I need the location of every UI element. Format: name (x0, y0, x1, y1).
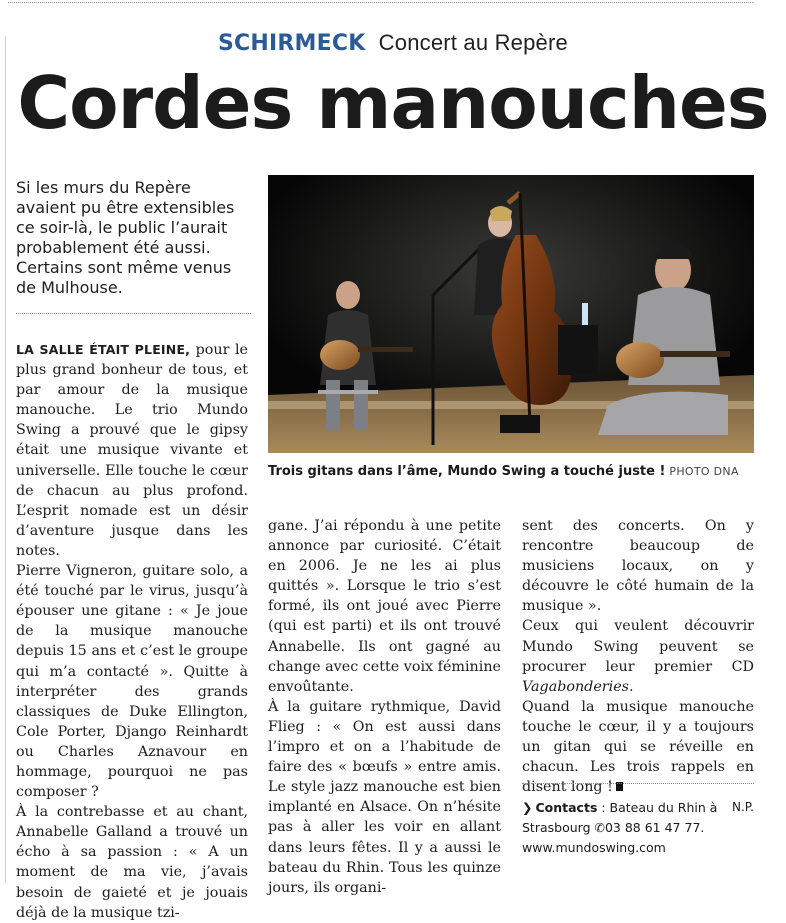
lead-in: LA SALLE ÉTAIT PLEINE, (16, 342, 191, 357)
phone-icon: ✆ (594, 820, 605, 835)
paragraph-text: pour le plus grand bonheur de tous, et par amour de la musique manouche. Le trio Mundo Swing a prouvé que le gipsy était une musique vivante et universelle. Elle touche le cœur de chacun au plus profond. L’esprit nomade est un désir d’aventure jusque dans les notes. (16, 342, 248, 559)
kicker-subtitle: Concert au Repère (378, 30, 568, 55)
headline: Cordes manouches (17, 61, 769, 145)
article-column-1 (16, 340, 248, 923)
photo-illustration (268, 175, 754, 453)
contacts-label: Contacts (535, 800, 598, 815)
paragraph: À la contrebasse et au chant, Annabelle Galland a trouvé un écho à sa passion : « A un moment de ma vie, j’avais besoin de gaieté et je jouais déjà de la musique tzi- (16, 804, 248, 921)
kicker (0, 30, 786, 56)
author-signature: N.P. (732, 800, 754, 815)
water-bottle (582, 303, 588, 325)
amplifier (558, 325, 598, 375)
paragraph: Pierre Vigneron, guitare solo, a été touché par le virus, jusqu’à épouser une gitane : « Je joue de la musique manouche depuis 15 ans et c’est le groupe qui m’a contacté ». Quitte à interpréter des grands classiques de Duke Ellington, Cole Porter, Django Reinhardt ou Charles Aznavour en hommage, pourquoi ne pas composer ? (16, 563, 248, 801)
chapo: Si les murs du Repère avaient pu être extensibles ce soir-là, le public l’aurait probablement été aussi. Certains sont même venus de Mulhouse. (16, 178, 235, 297)
contacts-address: : Bateau du Rhin à Strasbourg (522, 800, 718, 835)
top-dotted-rule (8, 2, 753, 3)
left-page-rule (5, 36, 6, 883)
contacts-box (522, 798, 754, 858)
paragraph (16, 340, 248, 561)
paragraph-text: . (629, 678, 634, 695)
paragraph-text: Quand la musique manouche touche le cœur, il y a toujours un gitan qui se réveille en chacun. Les trois rappels en disent long ! (522, 698, 754, 796)
paragraph-text: Ceux qui veulent découvrir Mundo Swing peuvent se procurer leur premier CD (522, 618, 754, 675)
paragraph: gane. J’ai répondu à une petite annonce par curiosité. C’était en 2006. Je ne les ai plus quittés ». Lorsque le trio s’est formé, ils ont joué avec Pierre (qui est parti) et ils ont trouvé Annabelle. Ils ont gagné au change avec cette voix féminine envoûtante. (268, 518, 501, 695)
paragraph: sent des concerts. On y rencontre beaucoup de musiciens locaux, on y découvre le côté humain de la musique ». (522, 518, 754, 615)
chapo-dotted-rule (16, 313, 251, 314)
photo-caption (268, 461, 754, 482)
contacts-website[interactable]: www.mundoswing.com (522, 840, 666, 855)
article-column-2 (268, 516, 501, 898)
arrow-icon: ❯ (522, 800, 533, 815)
caption-text: Trois gitans dans l’âme, Mundo Swing a touché juste ! (268, 464, 666, 479)
paragraph (522, 616, 754, 696)
photo-credit: PHOTO DNA (669, 465, 739, 478)
concert-photo (268, 175, 754, 453)
album-title: Vagabonderies (522, 678, 629, 695)
kicker-location: SCHIRMECK (218, 31, 366, 56)
contacts-phone: 03 88 61 47 77. (604, 820, 705, 835)
contacts-dotted-rule (522, 783, 754, 784)
article-column-3 (522, 516, 754, 817)
paragraph: À la guitare rythmique, David Flieg : « On est aussi dans l’impro et on a l’habitude de faire des « bœufs » entre amis. Le style jazz manouche est bien implanté en Alsace. On n’hésite pas à aller les voir en allant dans leurs fêtes. Il y a aussi le bateau du Rhin. Tous les quinze jours, ils organi- (268, 698, 501, 896)
